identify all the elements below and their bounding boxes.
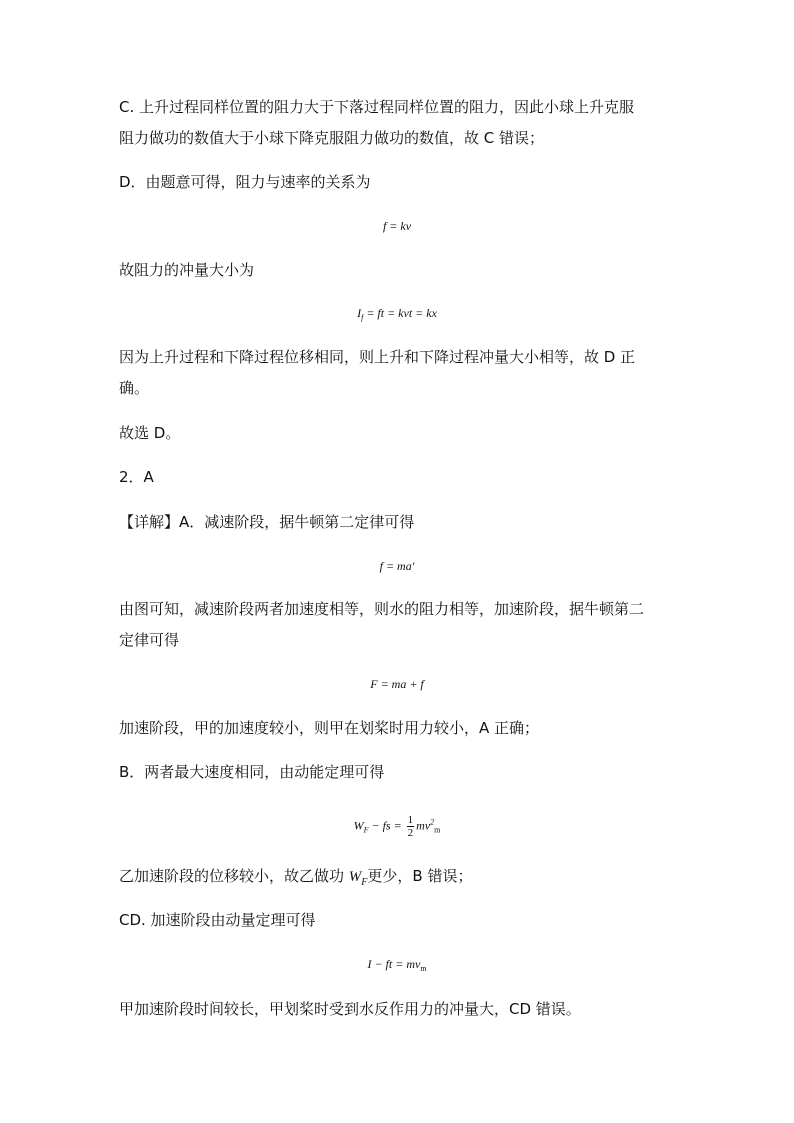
eq-work-mid: − fs = — [368, 818, 405, 833]
paragraph-displacement-line2: 确。 — [119, 379, 150, 397]
paragraph-option-d: D．由题意可得，阻力与速率的关系为 — [119, 173, 371, 191]
eq-fraction-numerator: 1 — [407, 814, 414, 826]
eq-impulse-rest: = ft = kvt = kx — [363, 306, 437, 320]
eq-work-m-subscript: m — [434, 825, 441, 835]
p11-work-symbol: W — [348, 869, 362, 885]
paragraph-option-cd: CD. 加速阶段由动量定理可得 — [119, 911, 316, 929]
equation-F-ma-f: F = ma + f — [370, 677, 424, 691]
paragraph-b-conclusion — [119, 862, 679, 897]
paragraph-option-b: B．两者最大速度相同，由动能定理可得 — [119, 763, 385, 781]
paragraph-option-c-line2: 阻力做功的数值大于小球下降克服阻力做功的数值，故 C 错误； — [119, 129, 545, 147]
equation-impulse — [0, 305, 794, 326]
equation-f-ma-prime: f = ma′ — [379, 559, 415, 573]
eq-fraction-denominator: 2 — [407, 827, 414, 839]
equation-work-energy — [0, 814, 794, 839]
eq-impulse-subscript: f — [361, 313, 364, 322]
paragraph-option-c-line1: C. 上升过程同样位置的阻力大于下落过程同样位置的阻力，因此小球上升克服 — [119, 98, 635, 116]
eq-work-fraction — [407, 814, 415, 839]
paragraph-impulse-intro: 故阻力的冲量大小为 — [119, 261, 255, 279]
equation-momentum — [0, 956, 794, 977]
paragraph-displacement-line1: 因为上升过程和下降过程位移相同，则上升和下降过程冲量大小相等，故 D 正 — [119, 348, 636, 366]
p11-work-subscript: F — [361, 877, 368, 888]
eq-work-symbol: W — [353, 818, 364, 833]
paragraph-graph-line1: 由图可知，减速阶段两者加速度相等，则水的阻力相等，加速阶段，据牛顿第二 — [119, 600, 645, 618]
paragraph-detail-a: 【详解】A．减速阶段，据牛顿第二定律可得 — [119, 513, 415, 531]
eq-impulse-symbol: I — [357, 306, 362, 320]
paragraph-graph-line2: 定律可得 — [119, 631, 180, 649]
eq-work-subscript: F — [363, 825, 369, 835]
eq-work-mv: mv — [416, 818, 431, 833]
paragraph-cd-conclusion: 甲加速阶段时间较长，甲划桨时受到水反作用力的冲量大，CD 错误。 — [119, 1000, 581, 1018]
paragraph-choose-d: 故选 D。 — [119, 424, 181, 442]
paragraph-q2-answer: 2．A — [119, 468, 154, 486]
eq-work-superscript: 2 — [430, 817, 435, 827]
equation-f-kv: f = kv — [382, 219, 412, 233]
eq-momentum-subscript: m — [420, 964, 427, 973]
eq-momentum-main: I − ft = mv — [367, 957, 421, 971]
paragraph-accel-stage: 加速阶段，甲的加速度较小，则甲在划桨时用力较小，A 正确； — [119, 719, 540, 737]
p11-suffix: 更少，B 错误； — [367, 867, 473, 885]
p11-prefix: 乙加速阶段的位移较小，故乙做功 — [119, 867, 349, 885]
